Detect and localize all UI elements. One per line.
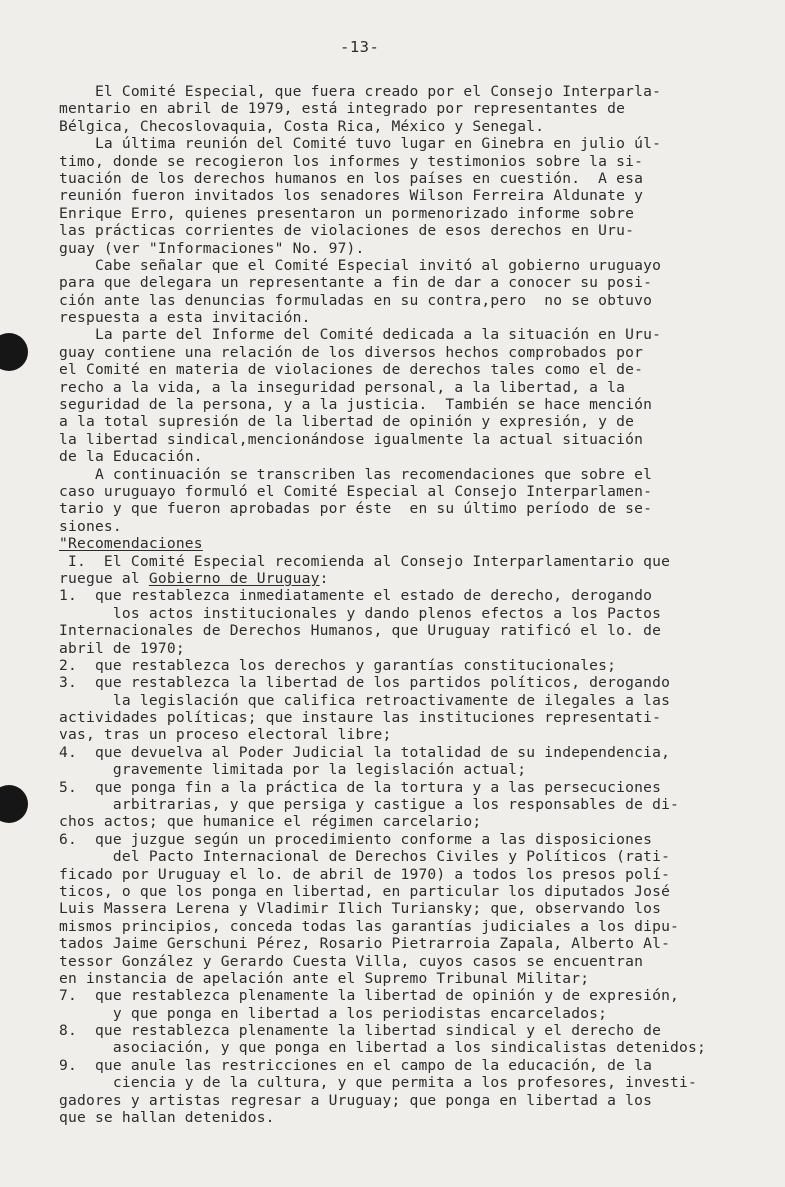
text-line: 8. que restablezca plenamente la libertad sindical y el derecho de — [59, 1022, 662, 1040]
text-line: tessor González y Gerardo Cuesta Villa, cuyos casos se encuentran — [59, 952, 644, 970]
text-line: ciencia y de la cultura, y que permita a los profesores, investi- — [59, 1074, 698, 1092]
text-line: chos actos; que humanice el régimen carcelario; — [59, 813, 482, 831]
text-line: 1. que restablezca inmediatamente el estado de derecho, derogando — [59, 587, 653, 605]
text-line: respuesta a esta invitación. — [59, 309, 311, 327]
text-line: 3. que restablezca la libertad de los partidos políticos, derogando — [59, 674, 671, 692]
text-line: 6. que juzgue según un procedimiento conforme a las disposiciones — [59, 830, 653, 848]
text-line: seguridad de la persona, y a la justicia. También se hace mención — [59, 396, 653, 414]
text-line: caso uruguayo formuló el Comité Especial al Consejo Interparlamen- — [59, 482, 653, 500]
text-line: el Comité en materia de violaciones de derechos tales como el de- — [59, 361, 644, 379]
text-line: 2. que restablezca los derechos y garantías constitucionales; — [59, 656, 617, 674]
text-line: abril de 1970; — [59, 639, 185, 657]
text-line: Cabe señalar que el Comité Especial invitó al gobierno uruguayo — [59, 256, 662, 274]
text-line: de la Educación. — [59, 448, 203, 466]
text-line: vas, tras un proceso electoral libre; — [59, 726, 392, 744]
text-line: la libertad sindical,mencionándose igualmente la actual situación — [59, 430, 644, 448]
text-line: 9. que anule las restricciones en el campo de la educación, de la — [59, 1056, 653, 1074]
text-line: ficado por Uruguay el lo. de abril de 1970) a todos los presos polí- — [59, 865, 671, 883]
text-line: las prácticas corrientes de violaciones de esos derechos en Uru- — [59, 222, 635, 240]
text-line: asociación, y que ponga en libertad a los sindicalistas detenidos; — [59, 1039, 707, 1057]
text-line: mentario en abril de 1979, está integrado por representantes de — [59, 100, 626, 118]
body-text — [59, 83, 771, 1126]
text-line: Bélgica, Checoslovaquia, Costa Rica, México y Senegal. — [59, 117, 545, 135]
text-line: La última reunión del Comité tuvo lugar en Ginebra en julio úl- — [59, 135, 662, 153]
text-line: 7. que restablezca plenamente la libertad de opinión y de expresión, — [59, 987, 680, 1005]
text-line: para que delegara un representante a fin de dar a conocer su posi- — [59, 274, 653, 292]
text-line: del Pacto Internacional de Derechos Civiles y Políticos (rati- — [59, 848, 671, 866]
text-line: reunión fueron invitados los senadores Wilson Ferreira Aldunate y — [59, 187, 644, 205]
text-line: actividades políticas; que instaure las instituciones representati- — [59, 709, 662, 727]
text-line: "Recomendaciones — [59, 535, 203, 553]
text-line: tario y que fueron aprobadas por éste en su último período de se- — [59, 500, 653, 518]
text-line: guay contiene una relación de los diversos hechos comprobados por — [59, 343, 644, 361]
text-line: guay (ver "Informaciones" No. 97). — [59, 239, 365, 257]
punch-hole — [0, 333, 28, 371]
text-line: siones. — [59, 517, 122, 535]
text-line: a la total supresión de la libertad de opinión y expresión, y de — [59, 413, 635, 431]
text-line: gadores y artistas regresar a Uruguay; que ponga en libertad a los — [59, 1091, 653, 1109]
page-number: -13- — [340, 38, 380, 56]
text-line: tados Jaime Gerschuni Pérez, Rosario Pietrarroia Zapala, Alberto Al- — [59, 935, 671, 953]
text-line: ticos, o que los ponga en libertad, en particular los diputados José — [59, 882, 671, 900]
text-line: Enrique Erro, quienes presentaron un pormenorizado informe sobre — [59, 204, 635, 222]
text-line: arbitrarias, y que persiga y castigue a los responsables de di- — [59, 796, 680, 814]
text-line: Internacionales de Derechos Humanos, que Uruguay ratificó el lo. de — [59, 622, 662, 640]
text-line: timo, donde se recogieron los informes y testimonios sobre la si- — [59, 152, 644, 170]
text-line: recho a la vida, a la inseguridad personal, a la libertad, a la — [59, 378, 626, 396]
text-line: en instancia de apelación ante el Supremo Tribunal Militar; — [59, 969, 590, 987]
text-line: gravemente limitada por la legislación actual; — [59, 761, 527, 779]
text-line: I. El Comité Especial recomienda al Consejo Interparlamentario que — [59, 552, 671, 570]
text-line: El Comité Especial, que fuera creado por el Consejo Interparla- — [59, 83, 662, 100]
text-line: 4. que devuelva al Poder Judicial la totalidad de su independencia, — [59, 743, 671, 761]
text-line: ción ante las denuncias formuladas en su contra,pero no se obtuvo — [59, 291, 653, 309]
punch-hole — [0, 785, 28, 823]
text-line: los actos institucionales y dando plenos efectos a los Pactos — [59, 604, 662, 622]
text-line: y que ponga en libertad a los periodistas encarcelados; — [59, 1004, 608, 1022]
text-line: La parte del Informe del Comité dedicada a la situación en Uru- — [59, 326, 662, 344]
text-line: Luis Massera Lerena y Vladimir Ilich Turiansky; que, observando los — [59, 900, 662, 918]
text-line: mismos principios, conceda todas las garantías judiciales a los dipu- — [59, 917, 680, 935]
text-line: ruegue al Gobierno de Uruguay: — [59, 569, 329, 587]
text-line: la legislación que califica retroactivamente de ilegales a las — [59, 691, 671, 709]
text-line: tuación de los derechos humanos en los países en cuestión. A esa — [59, 169, 644, 187]
text-line: que se hallan detenidos. — [59, 1109, 275, 1127]
text-line: 5. que ponga fin a la práctica de la tortura y a las persecuciones — [59, 778, 662, 796]
text-line: A continuación se transcriben las recomendaciones que sobre el — [59, 465, 653, 483]
